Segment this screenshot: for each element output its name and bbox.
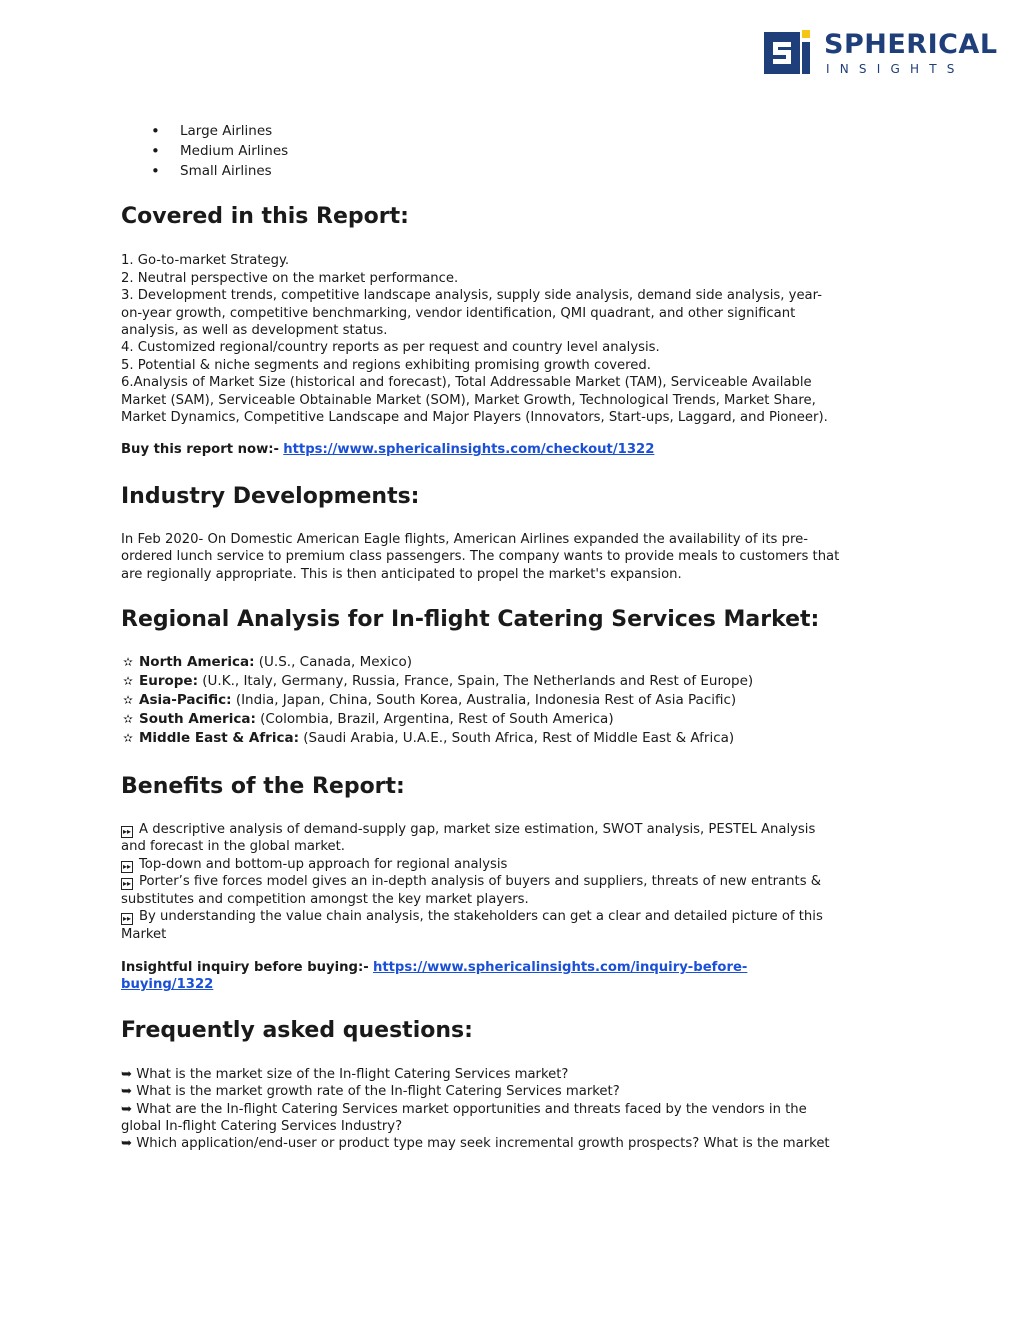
faq-line: global In-flight Catering Services Industry? <box>121 1118 403 1134</box>
benefit-line: substitutes and competition amongst the key market players. <box>121 891 529 907</box>
inquiry-link-continued[interactable]: buying/1322 <box>121 977 214 993</box>
star-icon: ✫ <box>122 693 134 708</box>
list-item: • Small Airlines <box>121 162 911 182</box>
airline-size-list <box>121 122 911 181</box>
arrow-icon: ➥ <box>121 1084 133 1100</box>
document-body <box>121 122 911 1153</box>
inquiry-link[interactable]: https://www.sphericalinsights.com/inquiry-before- <box>372 959 748 975</box>
brand-name: SPHERICAL <box>824 29 998 60</box>
region-item <box>121 672 911 691</box>
covered-line: 1. Go-to-market Strategy. <box>121 253 290 269</box>
region-name: Middle East & Africa: <box>139 730 299 747</box>
arrow-icon: ➥ <box>121 1136 133 1152</box>
brand-subname: INSIGHTS <box>826 62 965 76</box>
covered-line: 3. Development trends, competitive landscape analysis, supply side analysis, demand side analysis, year- <box>121 288 822 304</box>
inquiry-label: Insightful inquiry before buying:- <box>121 959 369 975</box>
region-item <box>121 691 911 710</box>
covered-list <box>121 252 911 426</box>
benefit-line: ▸▸ Porter’s five forces model gives an in-depth analysis of buyers and suppliers, threats of new entrants & <box>122 874 822 890</box>
section-heading-covered: Covered in this Report: <box>121 204 409 230</box>
benefit-line: ▸▸ Top-down and bottom-up approach for regional analysis <box>122 856 508 872</box>
covered-line: 4. Customized regional/country reports as per request and country level analysis. <box>121 340 660 356</box>
region-detail: (Saudi Arabia, U.A.E., South Africa, Rest of Middle East & Africa) <box>303 730 735 747</box>
covered-line: Market (SAM), Serviceable Obtainable Market (SOM), Market Growth, Technological Trends, Market Share, <box>121 392 816 408</box>
region-item <box>121 710 911 729</box>
region-detail: (U.K., Italy, Germany, Russia, France, Spain, The Netherlands and Rest of Europe) <box>202 673 754 690</box>
section-heading-benefits: Benefits of the Report: <box>121 774 405 800</box>
region-detail: (U.S., Canada, Mexico) <box>258 654 413 671</box>
star-icon: ✫ <box>122 655 134 670</box>
benefits-list <box>121 821 911 943</box>
arrow-icon: ➥ <box>121 1066 133 1082</box>
star-icon: ✫ <box>122 674 134 689</box>
regional-list <box>121 653 911 748</box>
fast-forward-icon: ▸▸ <box>122 879 132 889</box>
region-name: South America: <box>139 711 256 728</box>
faq-line: ➥ What is the market size of the In-flight Catering Services market? <box>121 1066 569 1082</box>
faq-line: ➥ What are the In-flight Catering Services market opportunities and threats faced by the vendors in the <box>121 1101 807 1117</box>
region-name: North America: <box>139 654 255 671</box>
benefit-line: Market <box>121 926 167 942</box>
fast-forward-icon: ▸▸ <box>122 861 132 871</box>
checkout-link[interactable]: https://www.sphericalinsights.com/checkout/1322 <box>283 442 655 458</box>
benefit-line: ▸▸ By understanding the value chain analysis, the stakeholders can get a clear and detailed picture of this <box>122 909 823 925</box>
region-detail: (Colombia, Brazil, Argentina, Rest of South America) <box>260 711 614 728</box>
inquiry-line <box>121 959 911 994</box>
section-heading-faq: Frequently asked questions: <box>121 1017 473 1043</box>
section-heading-regional: Regional Analysis for In-flight Catering Services Market: <box>121 607 820 633</box>
faq-line: ➥ Which application/end-user or product type may seek incremental growth prospects? What is the market <box>121 1136 830 1152</box>
industry-line: ordered lunch service to premium class passengers. The company wants to provide meals to customers that <box>121 549 840 565</box>
benefit-line: and forecast in the global market. <box>121 839 345 855</box>
covered-line: on-year growth, competitive benchmarking, vendor identification, QMI quadrant, and other significant <box>121 305 796 321</box>
faq-line: ➥ What is the market growth rate of the In-flight Catering Services market? <box>121 1084 620 1100</box>
star-icon: ✫ <box>122 731 134 746</box>
buy-report-line <box>121 441 911 458</box>
industry-line: In Feb 2020- On Domestic American Eagle flights, American Airlines expanded the availability of its pre- <box>121 531 808 547</box>
fast-forward-icon: ▸▸ <box>122 914 132 924</box>
list-item: • Large Airlines <box>121 122 911 142</box>
industry-paragraph <box>121 531 911 583</box>
covered-line: 6.Analysis of Market Size (historical and forecast), Total Addressable Market (TAM), Serviceable Available <box>121 375 812 391</box>
arrow-icon: ➥ <box>121 1101 133 1117</box>
brand-logo <box>764 29 998 78</box>
benefit-line: ▸▸ A descriptive analysis of demand-supply gap, market size estimation, SWOT analysis, PESTEL Analysis <box>122 822 816 838</box>
industry-line: are regionally appropriate. This is then anticipated to propel the market's expansion. <box>121 566 682 582</box>
region-name: Europe: <box>139 673 198 690</box>
region-detail: (India, Japan, China, South Korea, Australia, Indonesia Rest of Asia Pacific) <box>235 692 737 709</box>
covered-line: 2. Neutral perspective on the market performance. <box>121 270 459 286</box>
covered-line: 5. Potential & niche segments and regions exhibiting promising growth covered. <box>121 357 651 373</box>
section-heading-industry: Industry Developments: <box>121 483 420 509</box>
region-item <box>121 653 911 672</box>
star-icon: ✫ <box>122 712 134 727</box>
fast-forward-icon: ▸▸ <box>122 827 132 837</box>
list-item: • Medium Airlines <box>121 142 911 162</box>
spherical-insights-logo-icon <box>764 30 812 76</box>
covered-line: analysis, as well as development status. <box>121 323 388 339</box>
faq-list <box>121 1066 911 1153</box>
buy-label: Buy this report now:- <box>121 442 280 458</box>
covered-line: Market Dynamics, Competitive Landscape and Major Players (Innovators, Start-ups, Laggard, and Pioneer). <box>121 410 828 426</box>
region-item <box>121 729 911 748</box>
region-name: Asia-Pacific: <box>139 692 232 709</box>
